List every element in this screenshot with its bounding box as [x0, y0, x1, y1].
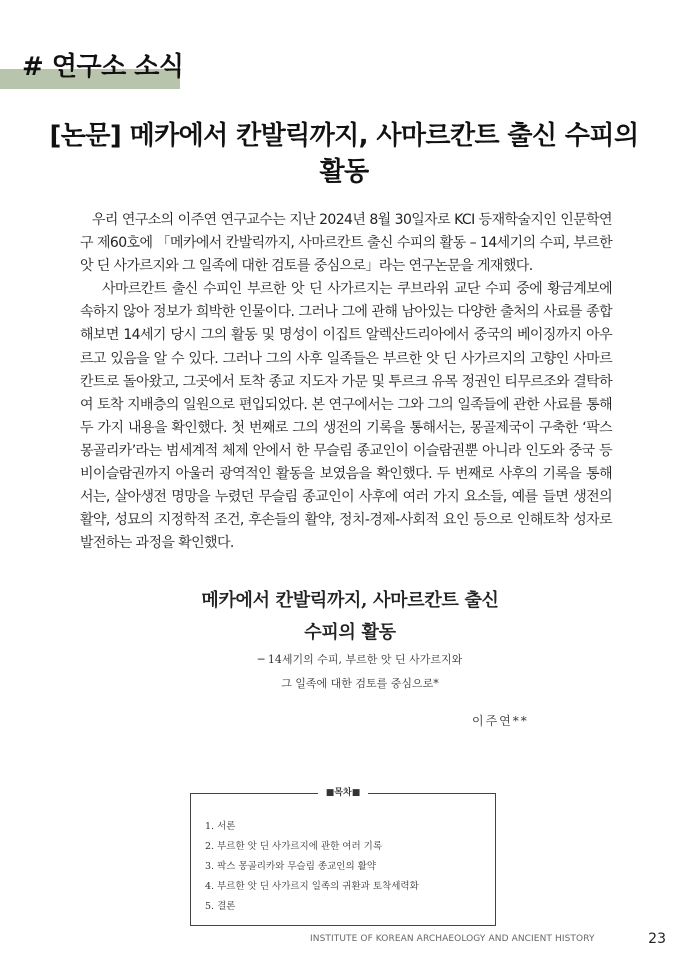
toc-item: 5. 결론 [205, 901, 236, 912]
footer-institute: INSTITUTE OF KOREAN ARCHAEOLOGY AND ANCIENT HISTORY [310, 934, 595, 944]
paper-subtitle-line: 그 일족에 대한 검토를 중심으로* [281, 677, 439, 690]
paper-subtitle-line: ─ 14세기의 수피, 부르한 앗 딘 사가르지와 [257, 653, 463, 666]
toc-label: ■목차■ [325, 788, 361, 798]
paper-scan-title [150, 585, 550, 649]
paper-author: 이주연** [472, 714, 529, 728]
article-paragraph: 우리 연구소의 이주연 연구교수는 지난 2024년 8월 30일자로 KCI 등재학술지인 인문학연구 제60호에 「메카에서 칸발릭까지, 사마르칸트 출신 수피의 활동 – 14세기의 수피, 부르한 앗 딘 사가르지와 그 일족에 대한 검토를 중심으로」라는 연구논문을 게재했다. [80, 212, 612, 275]
toc-item: 2. 부르한 앗 딘 사가르지에 관한 여러 기록 [205, 841, 383, 852]
table-of-contents [190, 788, 496, 926]
paper-title-line: 수피의 활동 [304, 622, 396, 643]
page-number: 23 [648, 931, 666, 947]
toc-item: 4. 부르한 앗 딘 사가르지 일족의 귀환과 토착세력화 [205, 881, 419, 892]
section-tag [0, 40, 184, 90]
toc-item: 3. 팍스 몽골리카와 무슬림 종교인의 활약 [205, 861, 376, 872]
toc-item: 1. 서론 [205, 821, 236, 832]
article-body [80, 209, 612, 555]
article-title: [논문] 메카에서 칸발릭까지, 사마르칸트 출신 수피의 활동 [49, 121, 639, 187]
paper-title-line: 메카에서 칸발릭까지, 사마르칸트 출신 [201, 590, 499, 611]
paper-scan-subtitle [150, 648, 570, 696]
article-paragraph: 사마르칸트 출신 수피인 부르한 앗 딘 사가르지는 쿠브라위 교단 수피 중에 황금계보에 속하지 않아 정보가 희박한 인물이다. 그러나 그에 관해 남아있는 다양한 출처의 사료를 종합해보면 14세기 당시 그의 활동 및 명성이 이집트 알렉산드리아에서 중국의 베이징까지 아우르고 있음을 알 수 있다. 그러나 그의 사후 일족들은 부르한 앗 딘 사가르지의 고향인 사마르칸트로 돌아왔고, 그곳에서 토착 종교 지도자 가문 및 투르크 유목 정권인 티무르조와 결탁하여 토착 지배층의 일원으로 편입되었다. 본 연구에서는 그와 그의 일족들에 관한 사료를 통해 두 가지 내용을 확인했다. 첫 번째로 그의 생전의 기록을 통해서는, 몽골제국이 구축한 ‘팍스 몽골리카’라는 범세계적 체제 안에서 한 무슬림 종교인이 이슬람권뿐 아니라 인도와 중국 등 비이슬람권까지 아울러 광역적인 활동을 보였음을 확인했다. 두 번째로 사후의 기록을 통해서는, 살아생전 명망을 누렸던 무슬림 종교인이 사후에 여러 가지 요소들, 예를 들면 생전의 활약, 성묘의 지정학적 조건, 후손들의 활약, 정치-경제-사회적 요인 등으로 인해토착 성자로 발전하는 과정을 확인했다. [80, 281, 612, 552]
toc-list [205, 817, 419, 917]
section-tag-label: # 연구소 소식 [22, 52, 184, 82]
toc-header [190, 788, 496, 798]
